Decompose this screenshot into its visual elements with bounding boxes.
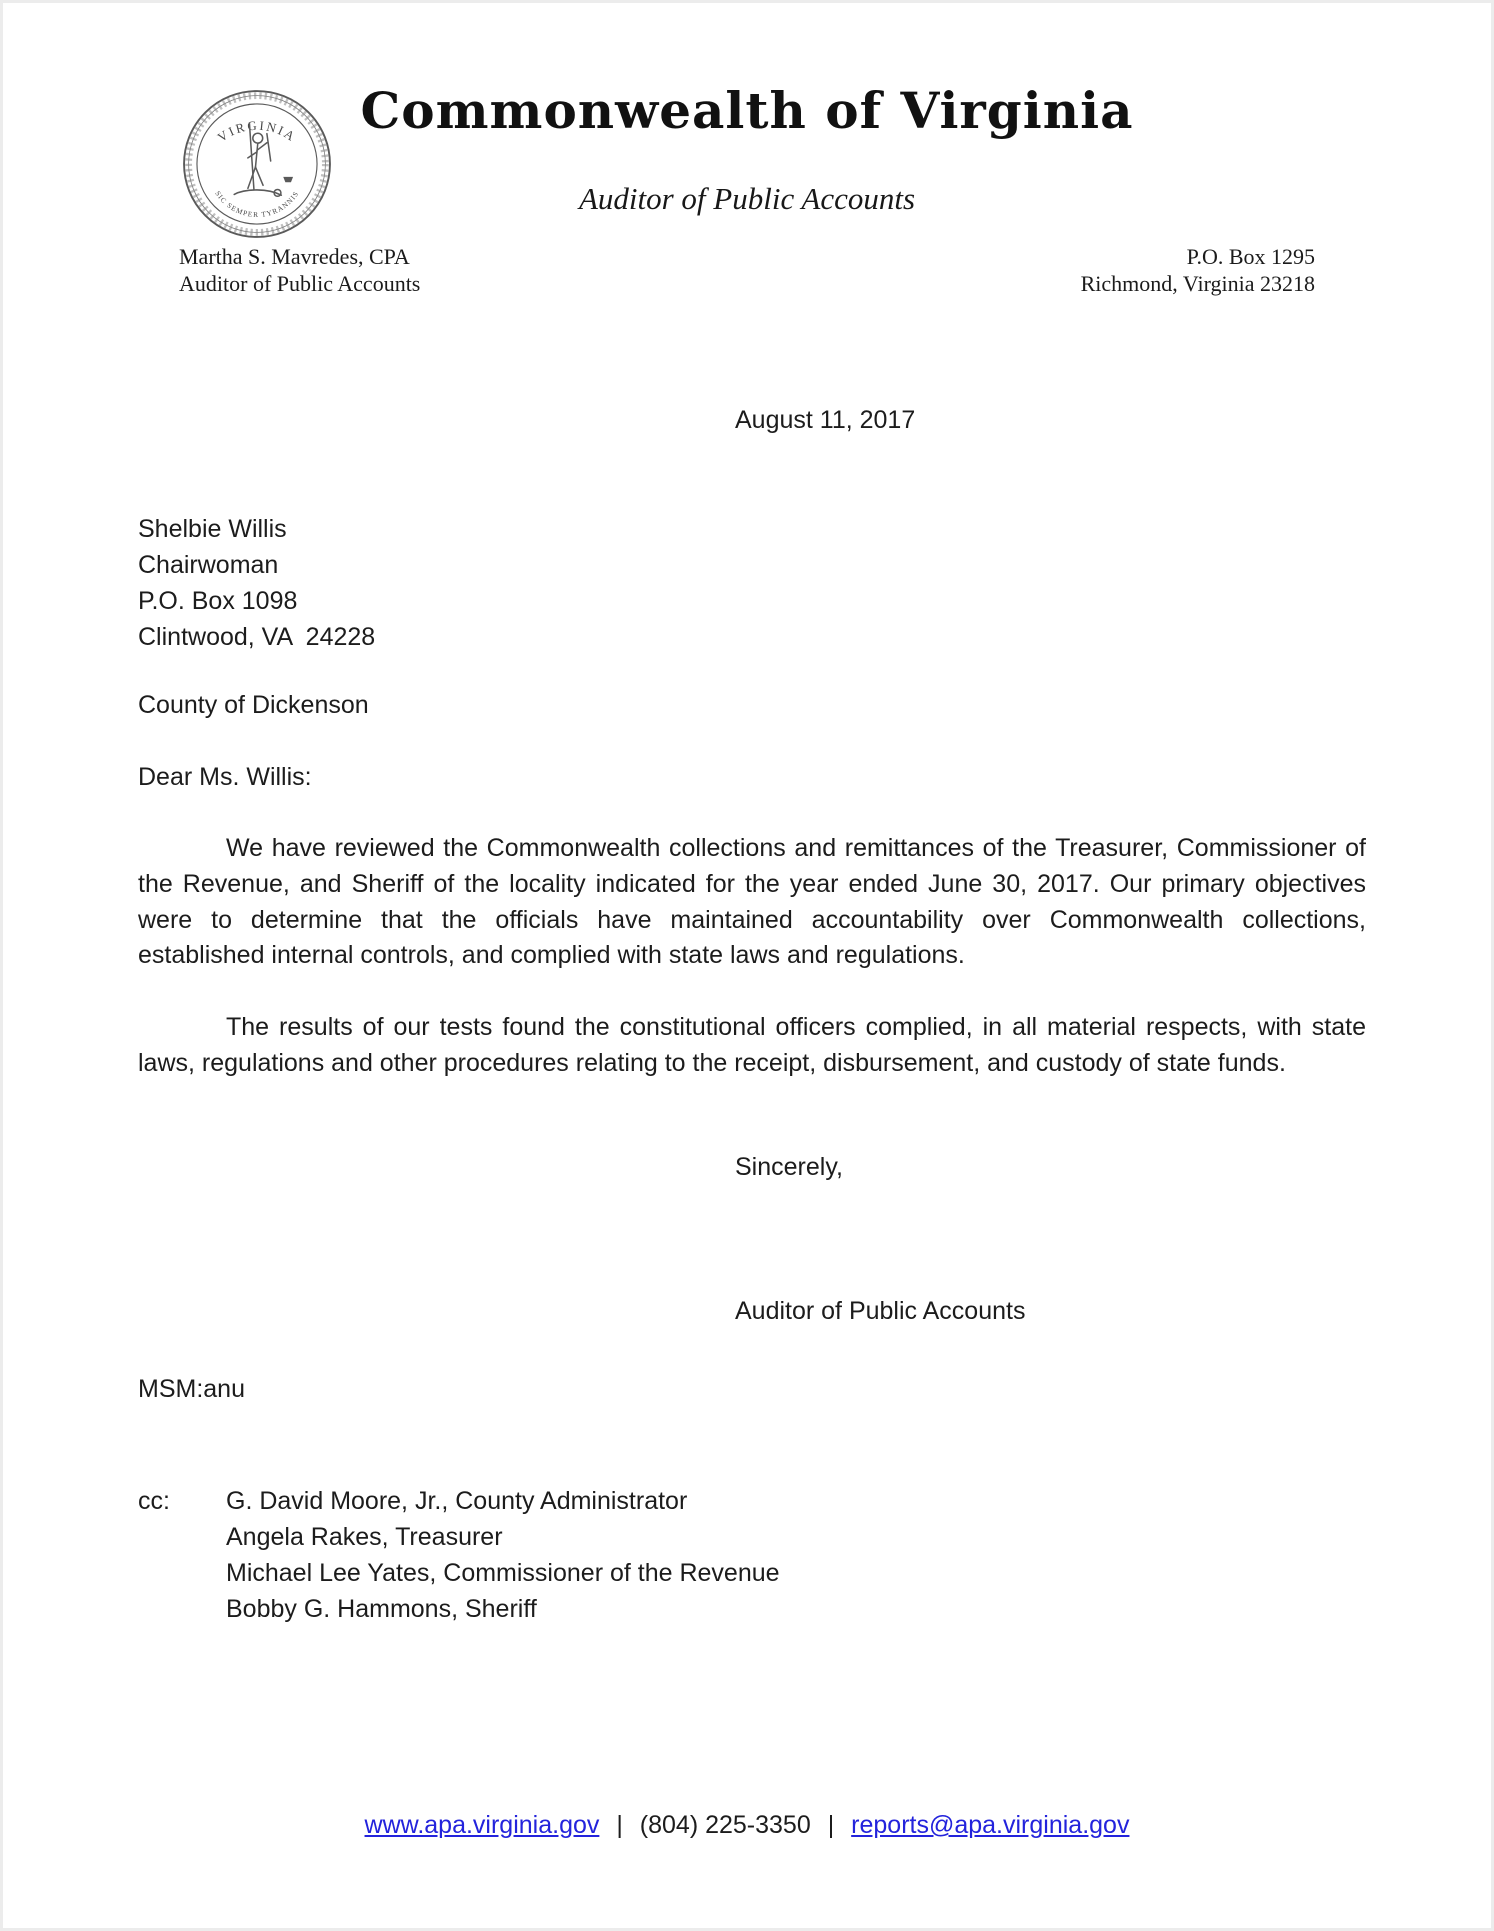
cc-list — [226, 1483, 780, 1627]
footer-separator: | — [616, 1811, 623, 1839]
seal-top-label: VIRGINIA — [214, 117, 300, 145]
cc-recipient: G. David Moore, Jr., County Administrator — [226, 1487, 688, 1515]
agency-title: Commonwealth of Virginia — [360, 81, 1134, 140]
cc-recipient: Bobby G. Hammons, Sheriff — [226, 1595, 537, 1623]
agency-city-state-zip: Richmond, Virginia 23218 — [1080, 271, 1315, 296]
agency-address-block — [1081, 243, 1315, 297]
footer-contact-line — [3, 1811, 1491, 1840]
footer-separator: | — [827, 1811, 835, 1839]
reference-initials: MSM:anu — [138, 1375, 245, 1403]
website-link[interactable]: www.apa.virginia.gov — [364, 1811, 600, 1839]
recipient-name: Shelbie Willis — [138, 515, 287, 543]
salutation: Dear Ms. Willis: — [138, 763, 312, 791]
phone-number: (804) 225-3350 — [639, 1811, 811, 1839]
signer-title: Auditor of Public Accounts — [735, 1297, 1026, 1325]
recipient-address-block — [138, 511, 375, 655]
seal-bottom-motto: SIC SEMPER TYRANNIS — [213, 189, 301, 220]
auditor-identity-block — [179, 243, 420, 297]
auditor-name: Martha S. Mavredes, CPA — [179, 244, 410, 269]
auditor-title: Auditor of Public Accounts — [179, 271, 421, 296]
cc-recipient: Michael Lee Yates, Commissioner of the Revenue — [226, 1559, 780, 1587]
recipient-city-state-zip: Clintwood, VA 24228 — [138, 623, 376, 651]
letter-date: August 11, 2017 — [735, 406, 916, 434]
cc-block — [138, 1483, 780, 1627]
locality-line: County of Dickenson — [138, 691, 369, 719]
recipient-title: Chairwoman — [138, 551, 279, 579]
body-paragraph-2: The results of our tests found the constitutional officers complied, in all material respects, with state laws, regulations and other procedures relating to the receipt, disbursement, and custody of state funds. — [138, 1013, 1366, 1077]
recipient-po-box: P.O. Box 1098 — [138, 587, 298, 615]
body-paragraph-1: We have reviewed the Commonwealth collections and remittances of the Treasurer, Commissioner of the Revenue, and Sheriff of the locality indicated for the year ended June 30, 2017. Our primary objectives were to determine that the officials have maintained accountability over Commonwealth collections, established internal controls, and complied with state laws and regulations. — [138, 834, 1366, 970]
cc-recipient: Angela Rakes, Treasurer — [226, 1523, 503, 1551]
email-link[interactable]: reports@apa.virginia.gov — [851, 1811, 1130, 1839]
letter-body — [138, 831, 1366, 1118]
cc-label: cc: — [138, 1487, 170, 1515]
closing-line: Sincerely, — [735, 1153, 843, 1181]
agency-subtitle: Auditor of Public Accounts — [578, 181, 916, 216]
agency-po-box: P.O. Box 1295 — [1186, 244, 1315, 269]
